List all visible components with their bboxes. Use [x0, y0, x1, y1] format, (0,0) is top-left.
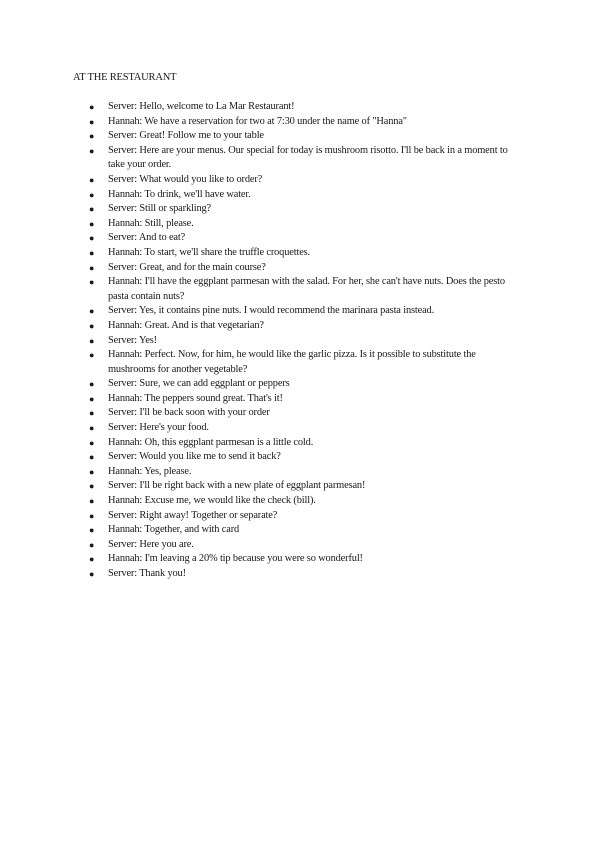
bullet-icon: ●: [89, 247, 95, 258]
bullet-icon: ●: [89, 408, 95, 419]
dialogue-text: Server: I'll be back soon with your order: [108, 407, 270, 419]
dialogue-text: Server: Here you are.: [108, 538, 194, 550]
dialogue-list: [0, 100, 600, 582]
dialogue-text: Hannah: I'm leaving a 20% tip because you were so wonderful!: [108, 553, 363, 565]
dialogue-line: [0, 494, 518, 509]
dialogue-line: [0, 392, 518, 407]
dialogue-text: Server: Great, and for the main course?: [108, 261, 266, 273]
bullet-icon: ●: [89, 452, 95, 463]
dialogue-text: Server: I'll be right back with a new plate of eggplant parmesan!: [108, 480, 366, 492]
dialogue-text: Server: Yes!: [108, 334, 157, 346]
dialogue-line: [0, 129, 518, 144]
bullet-icon: ●: [89, 335, 95, 346]
dialogue-line: [0, 509, 518, 524]
dialogue-text: Server: And to eat?: [108, 232, 186, 244]
bullet-icon: ●: [89, 569, 95, 579]
dialogue-text: Server: What would you like to order?: [108, 173, 263, 185]
bullet-icon: ●: [89, 554, 95, 565]
dialogue-line: [0, 144, 518, 173]
bullet-icon: ●: [89, 233, 95, 244]
dialogue-line: [0, 173, 518, 188]
dialogue-line: [0, 538, 518, 553]
dialogue-text: Hannah: I'll have the eggplant parmesan with the salad. For her, she can't have nuts. Does the pesto pasta contain nuts?: [108, 276, 505, 302]
dialogue-text: Hannah: Oh, this eggplant parmesan is a little cold.: [108, 436, 314, 448]
bullet-icon: ●: [89, 116, 95, 127]
dialogue-line: [0, 217, 518, 232]
dialogue-text: Server: Would you like me to send it back?: [108, 451, 281, 463]
dialogue-line: [0, 567, 518, 582]
dialogue-text: Hannah: We have a reservation for two at 7:30 under the name of "Hanna": [108, 115, 407, 127]
bullet-icon: ●: [89, 189, 95, 200]
bullet-icon: ●: [89, 218, 95, 229]
dialogue-text: Hannah: The peppers sound great. That's it!: [108, 392, 283, 404]
bullet-icon: ●: [89, 466, 95, 477]
bullet-icon: ●: [89, 496, 95, 507]
bullet-icon: ●: [89, 174, 95, 185]
dialogue-line: [0, 479, 518, 494]
dialogue-line: [0, 275, 518, 304]
dialogue-line: [0, 436, 518, 451]
dialogue-line: [0, 523, 518, 538]
dialogue-text: Server: Thank you!: [108, 568, 186, 579]
dialogue-text: Server: Still or sparkling?: [108, 203, 212, 215]
dialogue-line: [0, 304, 518, 319]
bullet-icon: ●: [89, 277, 95, 288]
dialogue-text: Hannah: Yes, please.: [108, 465, 192, 477]
dialogue-line: [0, 334, 518, 349]
dialogue-line: [0, 348, 518, 377]
bullet-icon: ●: [89, 379, 95, 390]
bullet-icon: ●: [89, 481, 95, 492]
dialogue-text: Server: Great! Follow me to your table: [108, 130, 264, 142]
dialogue-line: [0, 246, 518, 261]
dialogue-text: Hannah: To drink, we'll have water.: [108, 188, 251, 200]
bullet-icon: ●: [89, 204, 95, 215]
bullet-icon: ●: [89, 423, 95, 434]
dialogue-line: [0, 465, 518, 480]
dialogue-text: Hannah: Together, and with card: [108, 524, 240, 536]
dialogue-line: [0, 202, 518, 217]
dialogue-text: Server: Right away! Together or separate?: [108, 509, 278, 521]
bullet-icon: ●: [89, 350, 95, 361]
dialogue-text: Server: Here's your food.: [108, 422, 209, 434]
dialogue-text: Server: Here are your menus. Our special for today is mushroom risotto. I'll be back in a moment to take your order.: [108, 144, 508, 171]
bullet-icon: ●: [89, 145, 95, 156]
dialogue-line: [0, 319, 518, 334]
dialogue-line: [0, 100, 518, 115]
dialogue-text: Hannah: To start, we'll share the truffle croquettes.: [108, 246, 310, 258]
bullet-icon: ●: [89, 102, 95, 112]
dialogue-line: [0, 261, 518, 276]
bullet-icon: ●: [89, 539, 95, 550]
dialogue-text: Hannah: Great. And is that vegetarian?: [108, 319, 264, 331]
bullet-icon: ●: [89, 393, 95, 404]
dialogue-line: [0, 377, 518, 392]
dialogue-line: [0, 115, 518, 130]
bullet-icon: ●: [89, 320, 95, 331]
dialogue-line: [0, 421, 518, 436]
dialogue-text: Server: Sure, we can add eggplant or peppers: [108, 378, 290, 390]
dialogue-text: Server: Hello, welcome to La Mar Restaurant!: [108, 101, 295, 112]
dialogue-line: [0, 552, 518, 567]
dialogue-text: Hannah: Perfect. Now, for him, he would like the garlic pizza. Is it possible to substitute the mushrooms for another vegetable?: [108, 349, 476, 375]
bullet-icon: ●: [89, 131, 95, 142]
dialogue-line: [0, 406, 518, 421]
page-title: AT THE RESTAURANT: [73, 72, 177, 83]
dialogue-line: [0, 188, 518, 203]
dialogue-line: [0, 231, 518, 246]
dialogue-text: Hannah: Still, please.: [108, 217, 194, 229]
bullet-icon: ●: [89, 306, 95, 317]
bullet-icon: ●: [89, 262, 95, 273]
dialogue-line: [0, 450, 518, 465]
bullet-icon: ●: [89, 510, 95, 521]
dialogue-text: Hannah: Excuse me, we would like the check (bill).: [108, 495, 316, 507]
bullet-icon: ●: [89, 437, 95, 448]
bullet-icon: ●: [89, 525, 95, 536]
dialogue-text: Server: Yes, it contains pine nuts. I would recommend the marinara pasta instead.: [108, 305, 435, 317]
